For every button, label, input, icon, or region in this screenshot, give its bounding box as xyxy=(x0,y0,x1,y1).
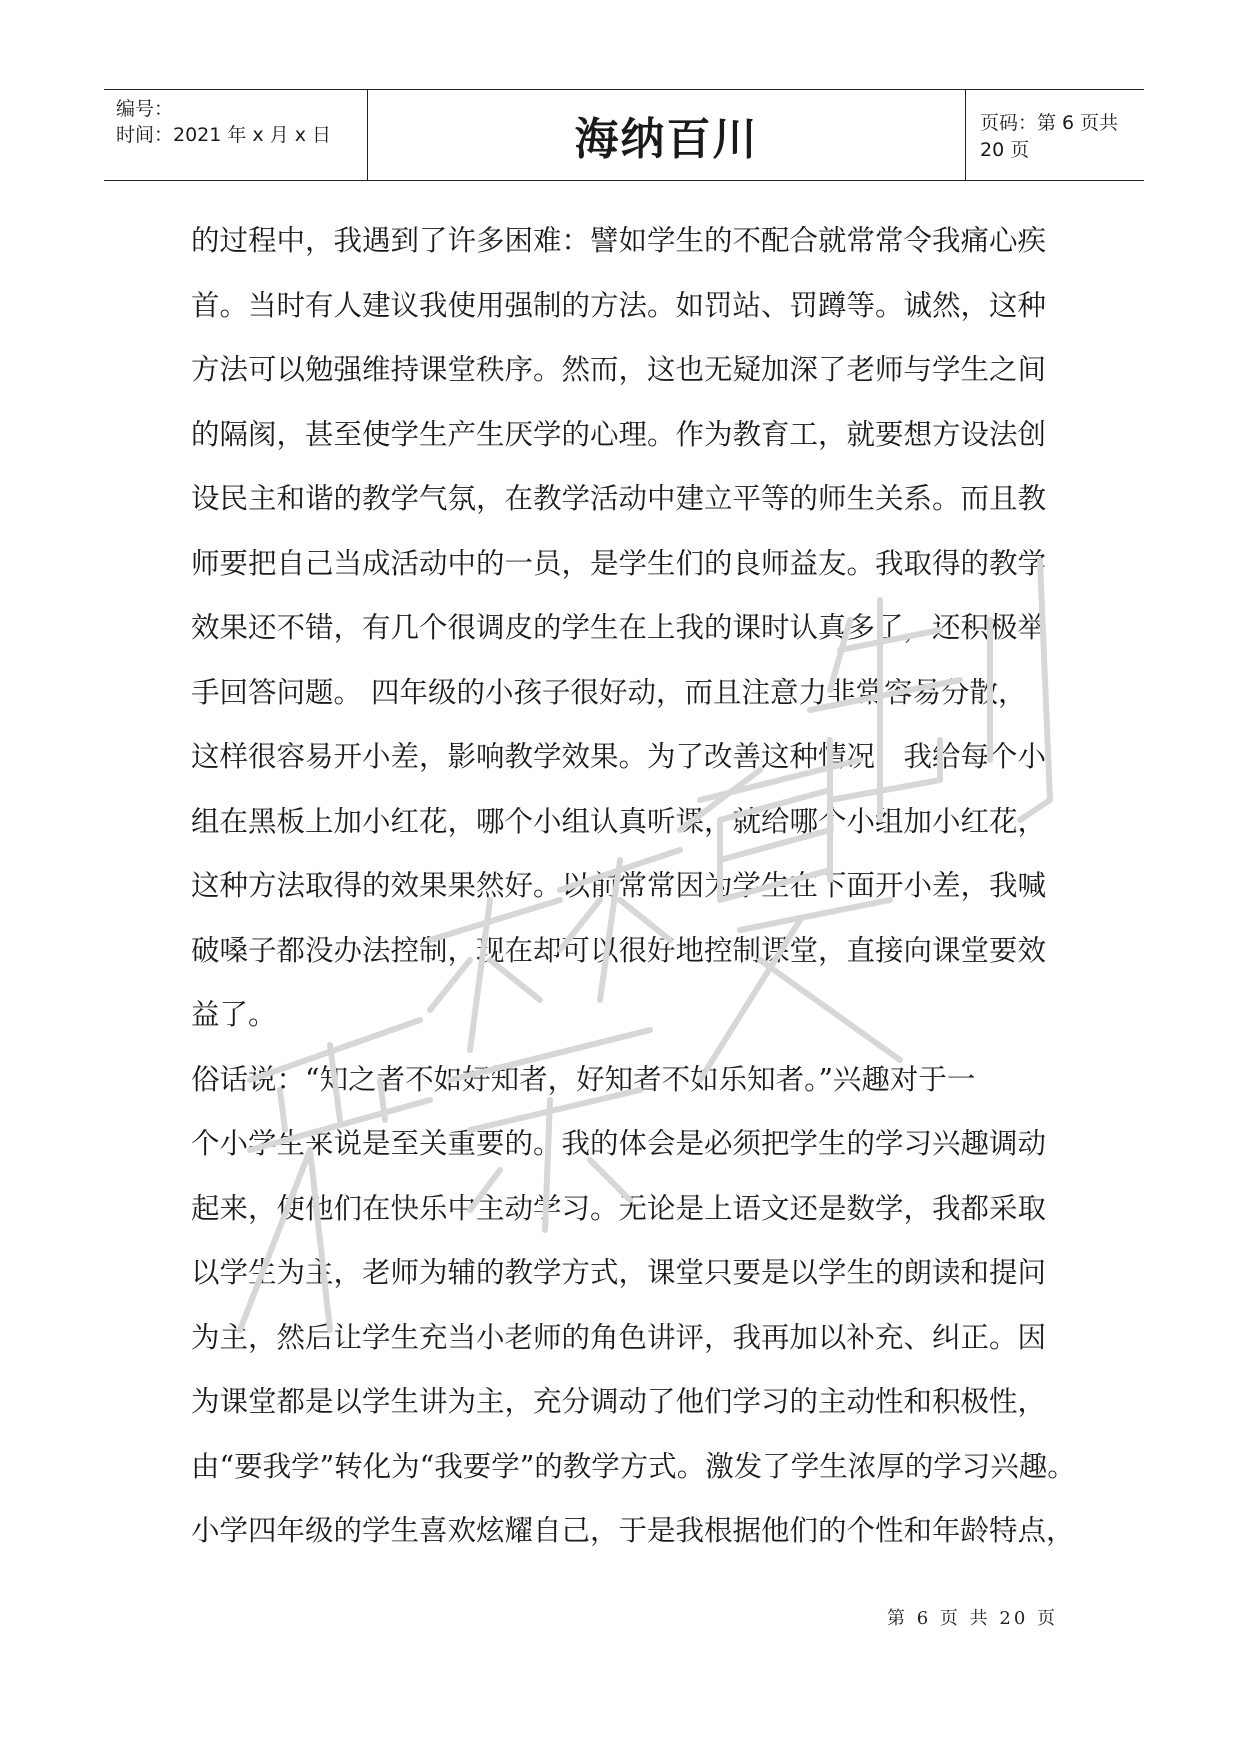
body-line: 这种方法取得的效果果然好。以前常常因为学生在下面开小差，我喊 xyxy=(191,869,1047,902)
body-line: 的过程中，我遇到了许多困难：譬如学生的不配合就常常令我痛心疾 xyxy=(191,224,1047,257)
body-line: 方法可以勉强维持课堂秩序。然而，这也无疑加深了老师与学生之间 xyxy=(191,353,1047,386)
body-line: 由“要我学”转化为“我要学”的教学方式。激发了学生浓厚的学习兴趣。 xyxy=(191,1449,1076,1483)
body-line: 的隔阂，甚至使学生产生厌学的心理。作为教育工，就要想方设法创 xyxy=(191,417,1047,451)
body-line: 个小学生来说是至关重要的。我的体会是必须把学生的学习兴趣调动 xyxy=(191,1127,1047,1160)
page-header xyxy=(104,89,1144,181)
body-line: 为课堂都是以学生讲为主，充分调动了他们学习的主动性和积极性， xyxy=(191,1385,1047,1418)
body-line: 师要把自己当成活动中的一员，是学生们的良师益友。我取得的教学 xyxy=(191,546,1047,580)
body-line: 设民主和谐的教学气氛，在教学活动中建立平等的师生关系。而且教 xyxy=(191,482,1047,515)
document-body xyxy=(191,209,1076,1564)
body-line: 起来，使他们在快乐中主动学习。无论是上语文还是数学，我都采取 xyxy=(191,1191,1047,1225)
body-line: 首。当时有人建议我使用强制的方法。如罚站、罚蹲等。诚然，这种 xyxy=(191,288,1047,322)
header-page-number: 页码：第 6 页共 20 页 xyxy=(980,112,1119,161)
body-line: 为主，然后让学生充当小老师的角色讲评，我再加以补充、纠正。因 xyxy=(191,1320,1047,1354)
body-line: 俗话说：“知之者不如好知者，好知者不如乐知者。”兴趣对于一 xyxy=(191,1062,976,1096)
body-line: 以学生为主，老师为辅的教学方式，课堂只要是以学生的朗读和提问 xyxy=(191,1256,1047,1289)
body-line: 益了。 xyxy=(191,998,277,1031)
header-title: 海纳百川 xyxy=(368,90,966,180)
body-line: 效果还不错，有几个很调皮的学生在上我的课时认真多了，还积极举 xyxy=(191,611,1047,644)
body-line: 破嗓子都没办法控制，现在却可以很好地控制课堂，直接向课堂要效 xyxy=(191,933,1047,967)
body-line: 手回答问题。 四年级的小孩子很好动，而且注意力非常容易分散， xyxy=(191,675,1027,709)
page-footer: 第 6 页 共 20 页 xyxy=(887,1608,1058,1629)
body-line: 组在黑板上加小红花，哪个小组认真听课，就给哪个小组加小红花， xyxy=(191,804,1047,838)
number-label: 编号： xyxy=(116,98,174,120)
header-meta xyxy=(104,90,368,180)
body-line: 小学四年级的学生喜欢炫耀自己，于是我根据他们的个性和年龄特点， xyxy=(191,1514,1075,1547)
body-line: 这样很容易开小差，影响教学效果。为了改善这种情况，我给每个小 xyxy=(191,740,1047,773)
time-label: 时间：2021 年 x 月 x 日 xyxy=(116,124,332,146)
